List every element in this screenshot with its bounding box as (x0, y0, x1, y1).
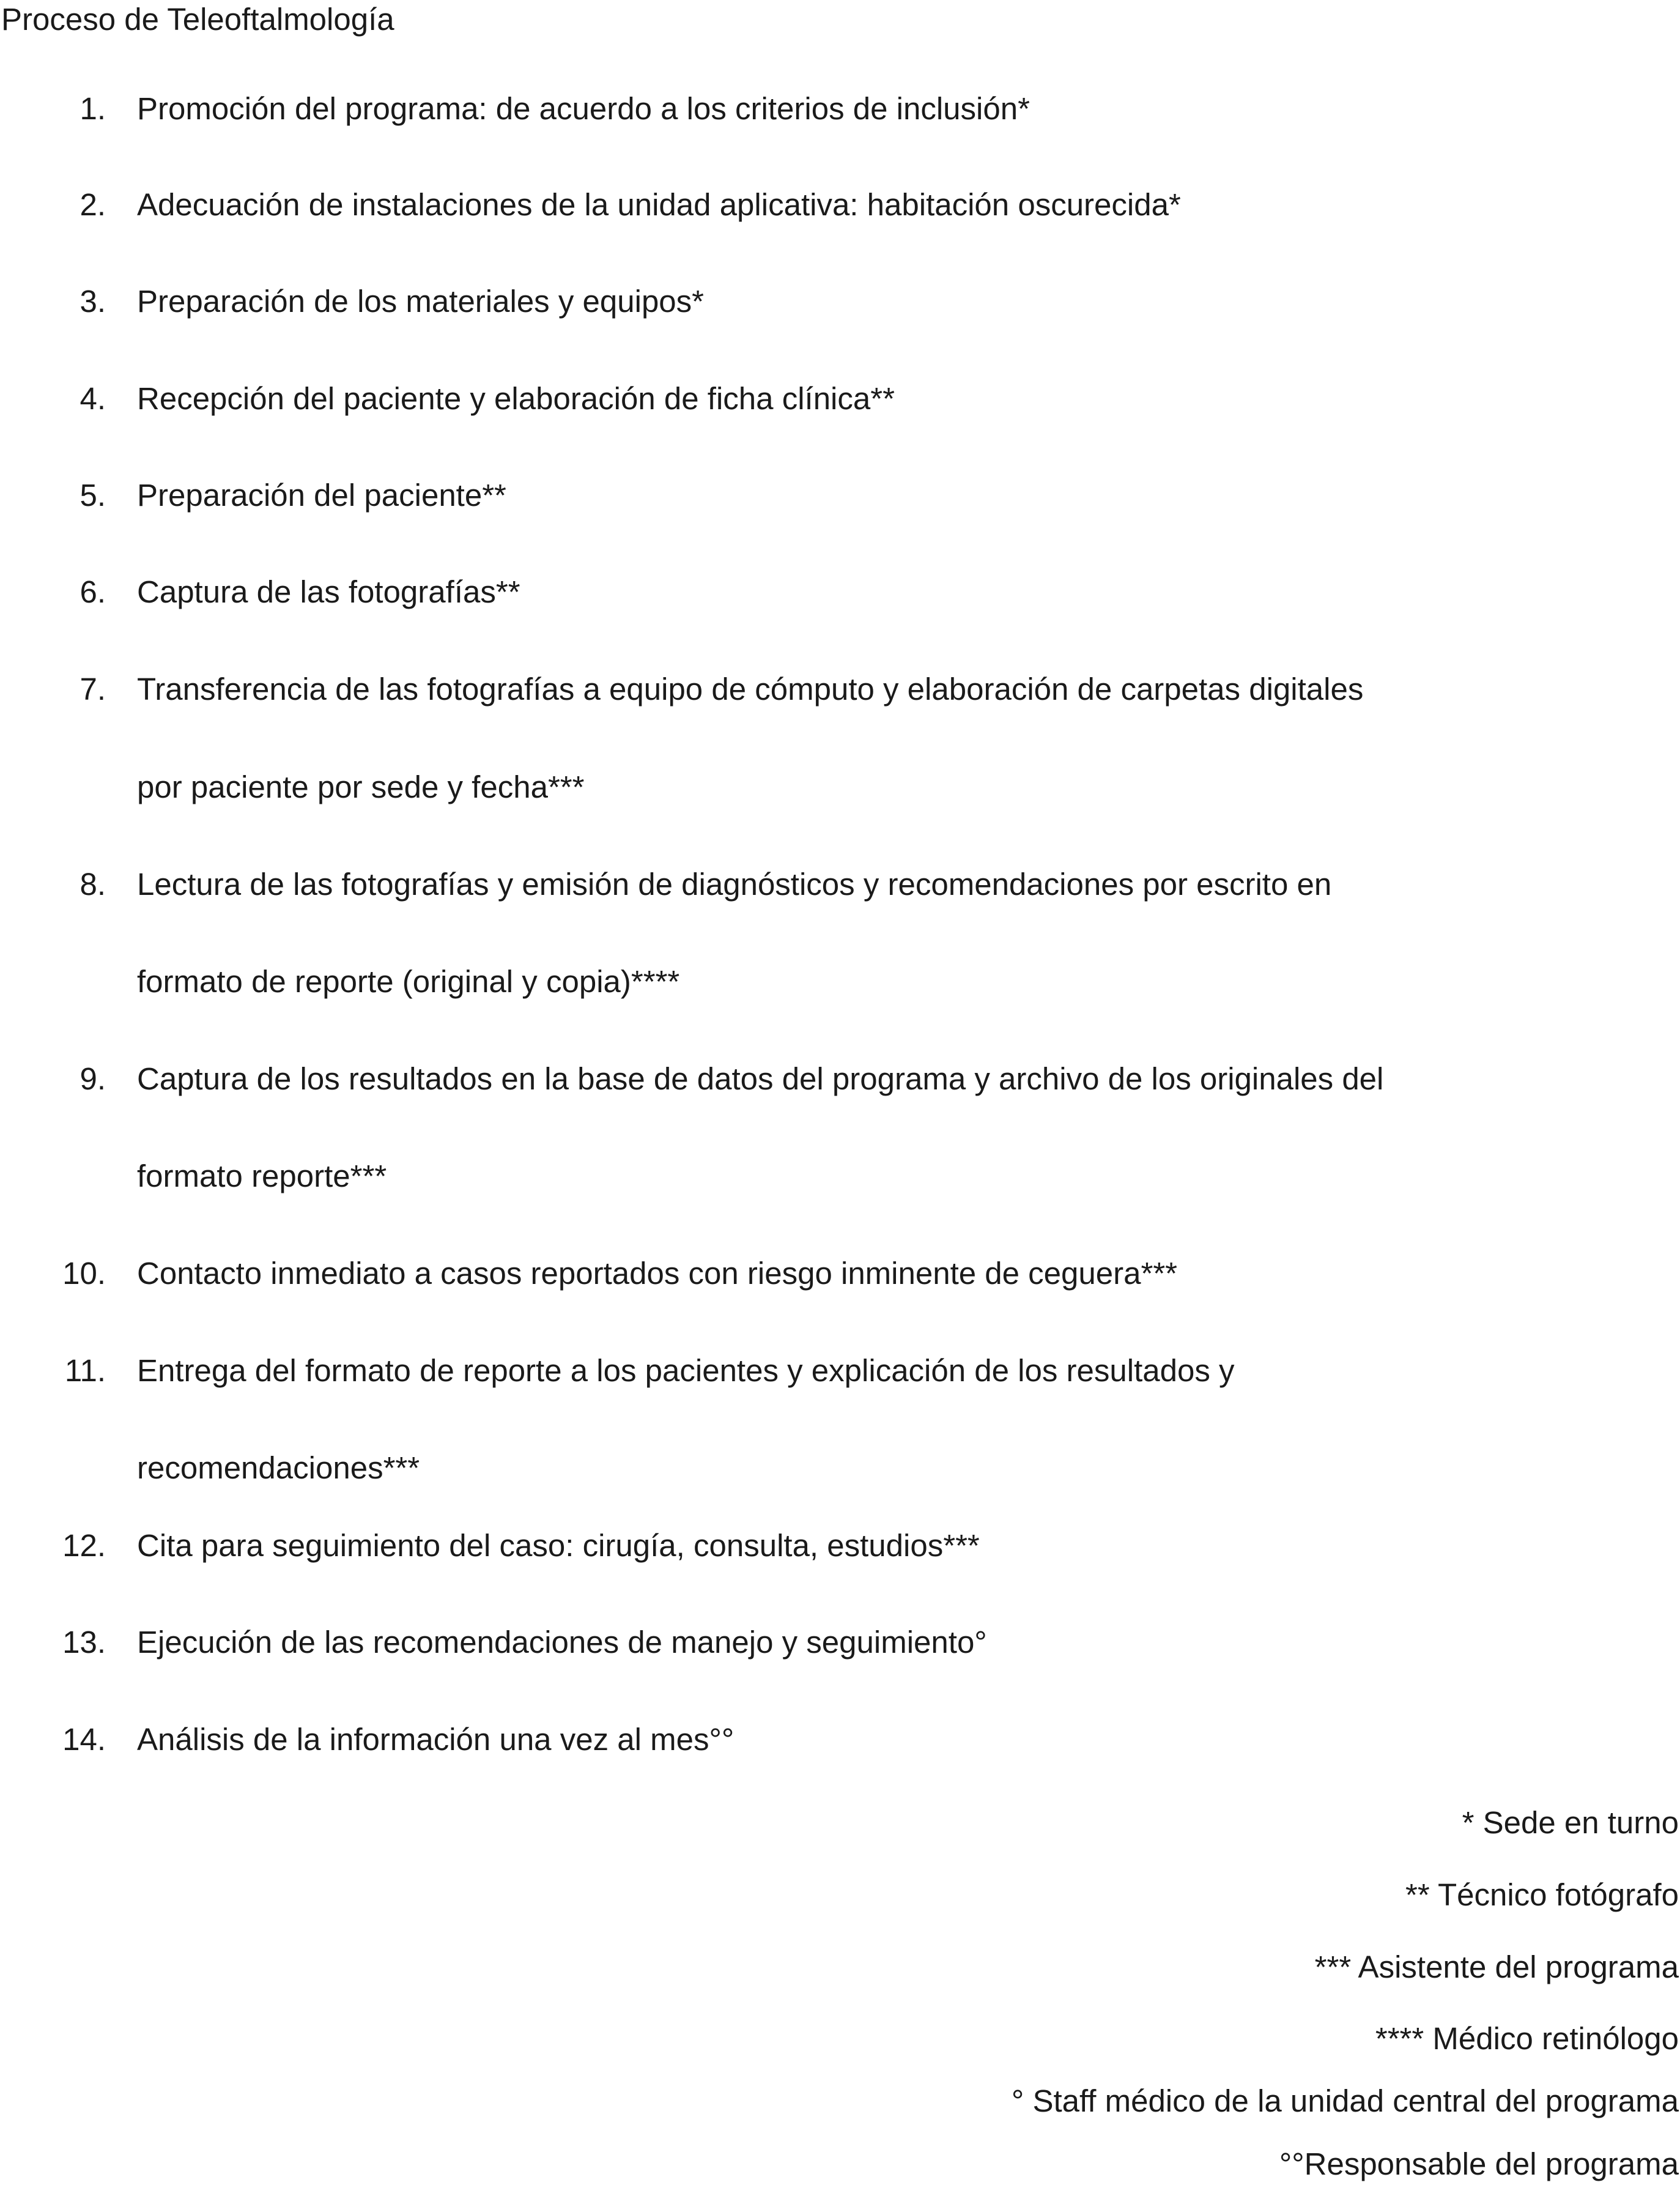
list-item-line (0, 187, 1680, 223)
list-item-line (0, 1624, 1680, 1661)
list-item-number: 2. (80, 187, 106, 222)
list-item-line (0, 1255, 1680, 1292)
list-item-line (0, 1527, 1680, 1564)
list-item-text: Captura de las fotografías** (137, 574, 520, 609)
list-item-text: Ejecución de las recomendaciones de manejo y seguimiento° (137, 1625, 987, 1660)
list-item-line (0, 963, 1680, 1000)
list-item-number: 6. (80, 574, 106, 609)
list-item-line (0, 380, 1680, 417)
list-item-number: 1. (80, 91, 106, 126)
list-item-text: Recepción del paciente y elaboración de ficha clínica** (137, 381, 895, 416)
legend-item: ° Staff médico de la unidad central del programa (1011, 2083, 1679, 2118)
list-item-text: Análisis de la información una vez al mes°° (137, 1722, 735, 1757)
list-item-number: 14. (62, 1722, 106, 1757)
list-item-text: Promoción del programa: de acuerdo a los criterios de inclusión* (137, 91, 1030, 126)
list-item-text: Preparación del paciente** (137, 478, 506, 513)
list-item-line (0, 283, 1680, 320)
document-title: Proceso de Teleoftalmología (1, 2, 394, 37)
list-item-line (0, 769, 1680, 806)
legend-item: °°Responsable del programa (1279, 2146, 1679, 2181)
list-item-number: 5. (80, 478, 106, 513)
list-item-text: formato reporte*** (137, 1159, 387, 1193)
legend-item: ** Técnico fotógrafo (1405, 1877, 1679, 1912)
list-item-text: Lectura de las fotografías y emisión de diagnósticos y recomendaciones por escrito en (137, 867, 1332, 902)
list-item-line (0, 1352, 1680, 1389)
list-item-line (0, 1158, 1680, 1195)
list-item-line (0, 866, 1680, 903)
list-item-number: 7. (80, 672, 106, 707)
list-item-text: por paciente por sede y fecha*** (137, 770, 585, 804)
list-item-text: formato de reporte (original y copia)**** (137, 964, 680, 999)
list-item-number: 13. (62, 1625, 106, 1660)
list-item-number: 8. (80, 867, 106, 902)
list-item-text: Adecuación de instalaciones de la unidad aplicativa: habitación oscurecida* (137, 187, 1181, 222)
legend-item: *** Asistente del programa (1314, 1949, 1679, 1984)
list-item-number: 3. (80, 284, 106, 319)
list-item-text: Entrega del formato de reporte a los pacientes y explicación de los resultados y (137, 1353, 1235, 1388)
list-item-line (0, 1721, 1680, 1758)
list-item-number: 4. (80, 381, 106, 416)
list-item-line (0, 574, 1680, 610)
list-item-number: 10. (62, 1256, 106, 1291)
list-item-number: 12. (62, 1528, 106, 1563)
list-item-text: Preparación de los materiales y equipos* (137, 284, 705, 319)
list-item-line (0, 1061, 1680, 1097)
list-item-line (0, 477, 1680, 514)
list-item-text: recomendaciones*** (137, 1450, 420, 1485)
list-item-text: Cita para seguimiento del caso: cirugía, consulta, estudios*** (137, 1528, 980, 1563)
list-item-number: 9. (80, 1061, 106, 1096)
list-item-text: Transferencia de las fotografías a equipo de cómputo y elaboración de carpetas digitales (137, 672, 1364, 707)
list-item-line (0, 1450, 1680, 1486)
list-item-line (0, 671, 1680, 708)
legend-item: * Sede en turno (1462, 1805, 1679, 1840)
list-item-line (0, 91, 1680, 127)
list-item-text: Captura de los resultados en la base de datos del programa y archivo de los originales del (137, 1061, 1384, 1096)
list-item-text: Contacto inmediato a casos reportados con riesgo inminente de ceguera*** (137, 1256, 1178, 1291)
legend-item: **** Médico retinólogo (1375, 2021, 1679, 2056)
list-item-number: 11. (64, 1353, 106, 1388)
